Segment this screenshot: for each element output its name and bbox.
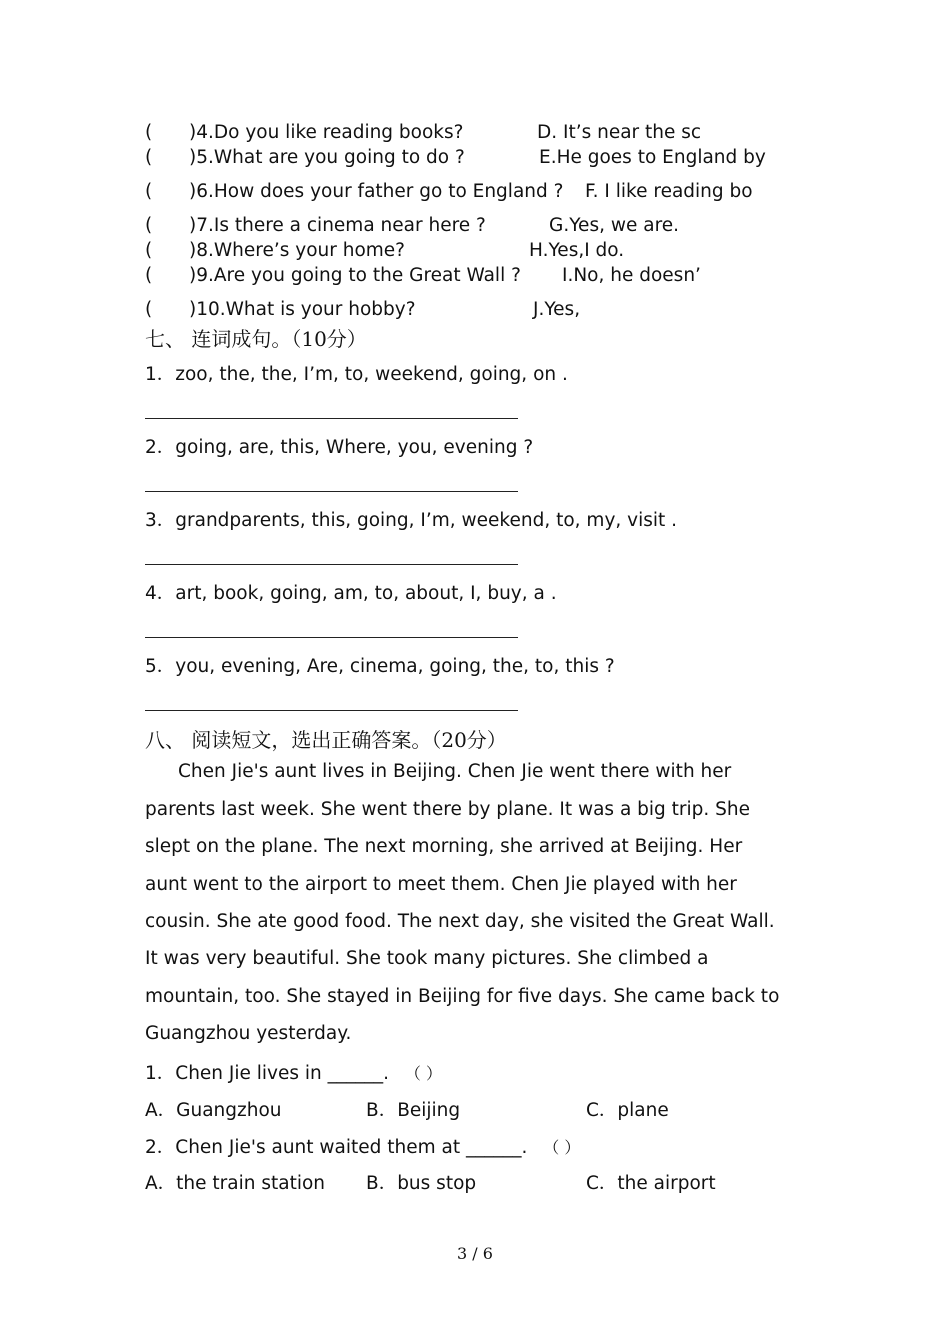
section-7-title: 七、 连词成句。（10分）: [145, 327, 367, 351]
sentence-item: 1．zoo, the, the, I’m, to, weekend, going, on .: [145, 364, 568, 385]
passage-line: It was very beautiful. She took many pictures. She climbed a: [145, 948, 709, 969]
question-text: 2．Chen Jie's aunt waited them at ______.: [145, 1137, 528, 1158]
question-stem: [145, 1133, 580, 1159]
option-a[interactable]: A．Guangzhou: [145, 1100, 282, 1121]
page-number: 3 / 6: [457, 1244, 493, 1263]
match-answer: I.No, he doesn’: [562, 265, 701, 286]
answer-line[interactable]: [145, 418, 518, 419]
answer-line[interactable]: [145, 564, 518, 565]
match-answer: D. It’s near the sc: [537, 122, 702, 143]
match-answer: E.He goes to England by: [539, 147, 766, 168]
answer-blank[interactable]: (: [145, 299, 153, 320]
match-question: )7.Is there a cinema near here ?: [189, 215, 486, 236]
option-a[interactable]: A．the train station: [145, 1173, 326, 1194]
answer-blank[interactable]: (: [145, 265, 153, 286]
match-question: )5.What are you going to do ?: [189, 147, 465, 168]
match-question: )4.Do you like reading books?: [189, 122, 464, 143]
match-answer: H.Yes,I do.: [529, 240, 625, 261]
match-answer: F. I like reading bo: [585, 181, 753, 202]
match-answer: G.Yes, we are.: [549, 215, 680, 236]
sentence-item: 5．you, evening, Are, cinema, going, the, to, this ?: [145, 656, 615, 677]
passage-line: cousin. She ate good food. The next day, she visited the Great Wall.: [145, 911, 775, 932]
passage-line: Guangzhou yesterday.: [145, 1023, 352, 1044]
match-answer: J.Yes,: [533, 299, 581, 320]
match-question: )6.How does your father go to England ?: [189, 181, 564, 202]
option-b[interactable]: B．bus stop: [366, 1173, 477, 1194]
passage-line: mountain, too. She stayed in Beijing for five days. She came back to: [145, 986, 780, 1007]
answer-line[interactable]: [145, 491, 518, 492]
sentence-item: 2．going, are, this, Where, you, evening ?: [145, 437, 534, 458]
question-stem: [145, 1059, 442, 1085]
answer-bracket[interactable]: （ ）: [543, 1138, 581, 1157]
match-question: )10.What is your hobby?: [189, 299, 416, 320]
option-c[interactable]: C．the airport: [586, 1173, 716, 1194]
answer-bracket[interactable]: （ ）: [404, 1064, 442, 1083]
answer-line[interactable]: [145, 637, 518, 638]
sentence-item: 3．grandparents, this, going, I’m, weekend, to, my, visit .: [145, 510, 678, 531]
passage-line: slept on the plane. The next morning, she arrived at Beijing. Her: [145, 836, 743, 857]
answer-blank[interactable]: (: [145, 147, 153, 168]
option-b[interactable]: B．Beijing: [366, 1100, 461, 1121]
question-text: 1．Chen Jie lives in ______.: [145, 1063, 390, 1084]
passage-line: aunt went to the airport to meet them. Chen Jie played with her: [145, 874, 737, 895]
answer-blank[interactable]: (: [145, 181, 153, 202]
match-question: )8.Where’s your home?: [189, 240, 405, 261]
passage-line: Chen Jie's aunt lives in Beijing. Chen Jie went there with her: [178, 761, 732, 782]
section-8-title: 八、 阅读短文，选出正确答案。（20分）: [145, 728, 507, 752]
answer-blank[interactable]: (: [145, 215, 153, 236]
match-question: )9.Are you going to the Great Wall ?: [189, 265, 521, 286]
answer-blank[interactable]: (: [145, 240, 153, 261]
passage-line: parents last week. She went there by plane. It was a big trip. She: [145, 799, 751, 820]
sentence-item: 4．art, book, going, am, to, about, I, buy, a .: [145, 583, 557, 604]
answer-line[interactable]: [145, 710, 518, 711]
answer-blank[interactable]: (: [145, 122, 153, 143]
option-c[interactable]: C．plane: [586, 1100, 669, 1121]
